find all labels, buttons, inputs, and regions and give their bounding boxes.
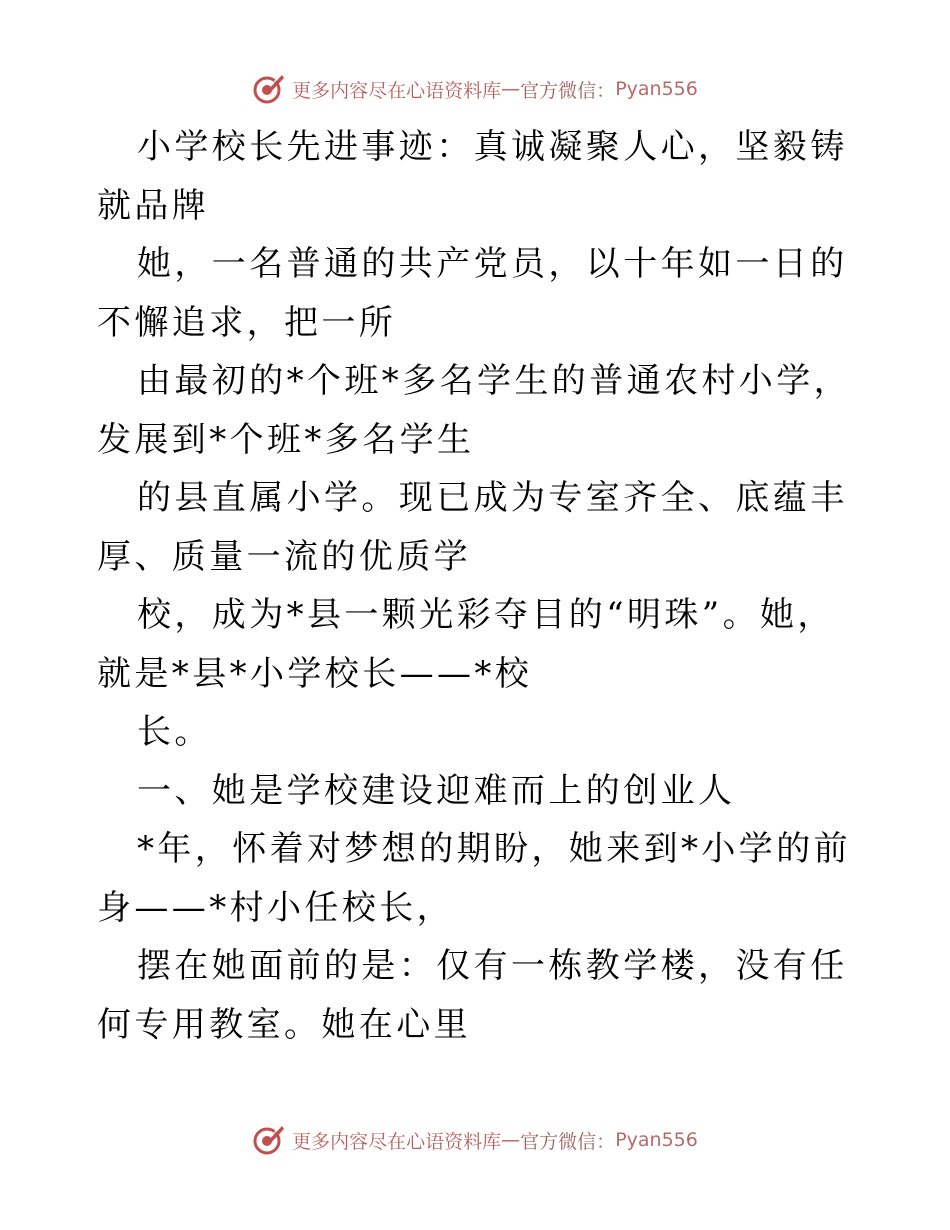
footer-site-text: 更多内容尽在心语资料库 (292, 1130, 502, 1153)
paragraph: 由最初的*个班*多名学生的普通农村小学，发展到*个班*多名学生 (97, 361, 851, 460)
footer-wechat-id: Pyan556 (615, 1129, 698, 1151)
header-official-text: 官方微信： (520, 79, 616, 102)
document-body (97, 118, 857, 1054)
paragraph: 摆在她面前的是：仅有一栋教学楼，没有任何专用教室。她在心里 (97, 946, 848, 1045)
paragraph: *年，怀着对梦想的期盼，她来到*小学的前身——*村小任校长， (97, 829, 851, 928)
header-wechat-id: Pyan556 (615, 78, 698, 100)
quill-logo-icon (252, 72, 286, 106)
header-site-text: 更多内容尽在心语资料库 (292, 79, 502, 102)
footer-banner (0, 1123, 950, 1157)
paragraph: 她，一名普通的共产党员，以十年如一日的不懈追求，把一所 (97, 244, 848, 343)
section-heading: 一、她是学校建设迎难而上的创业人 (137, 770, 736, 811)
quill-logo-icon (252, 1123, 286, 1157)
header-dash: — (501, 78, 521, 100)
header-banner (0, 72, 950, 106)
paragraph: 长。 (137, 712, 212, 752)
paragraph: 的县直属小学。现已成为专室齐全、底蕴丰厚、质量一流的优质学 (97, 478, 848, 577)
footer-dash: — (501, 1129, 521, 1151)
footer-official-text: 官方微信： (520, 1130, 616, 1153)
paragraph-title: 小学校长先进事迹：真诚凝聚人心，坚毅铸就品牌 (97, 127, 848, 226)
paragraph: 校，成为*县一颗光彩夺目的“明珠”。她，就是*县*小学校长——*校 (97, 595, 835, 694)
